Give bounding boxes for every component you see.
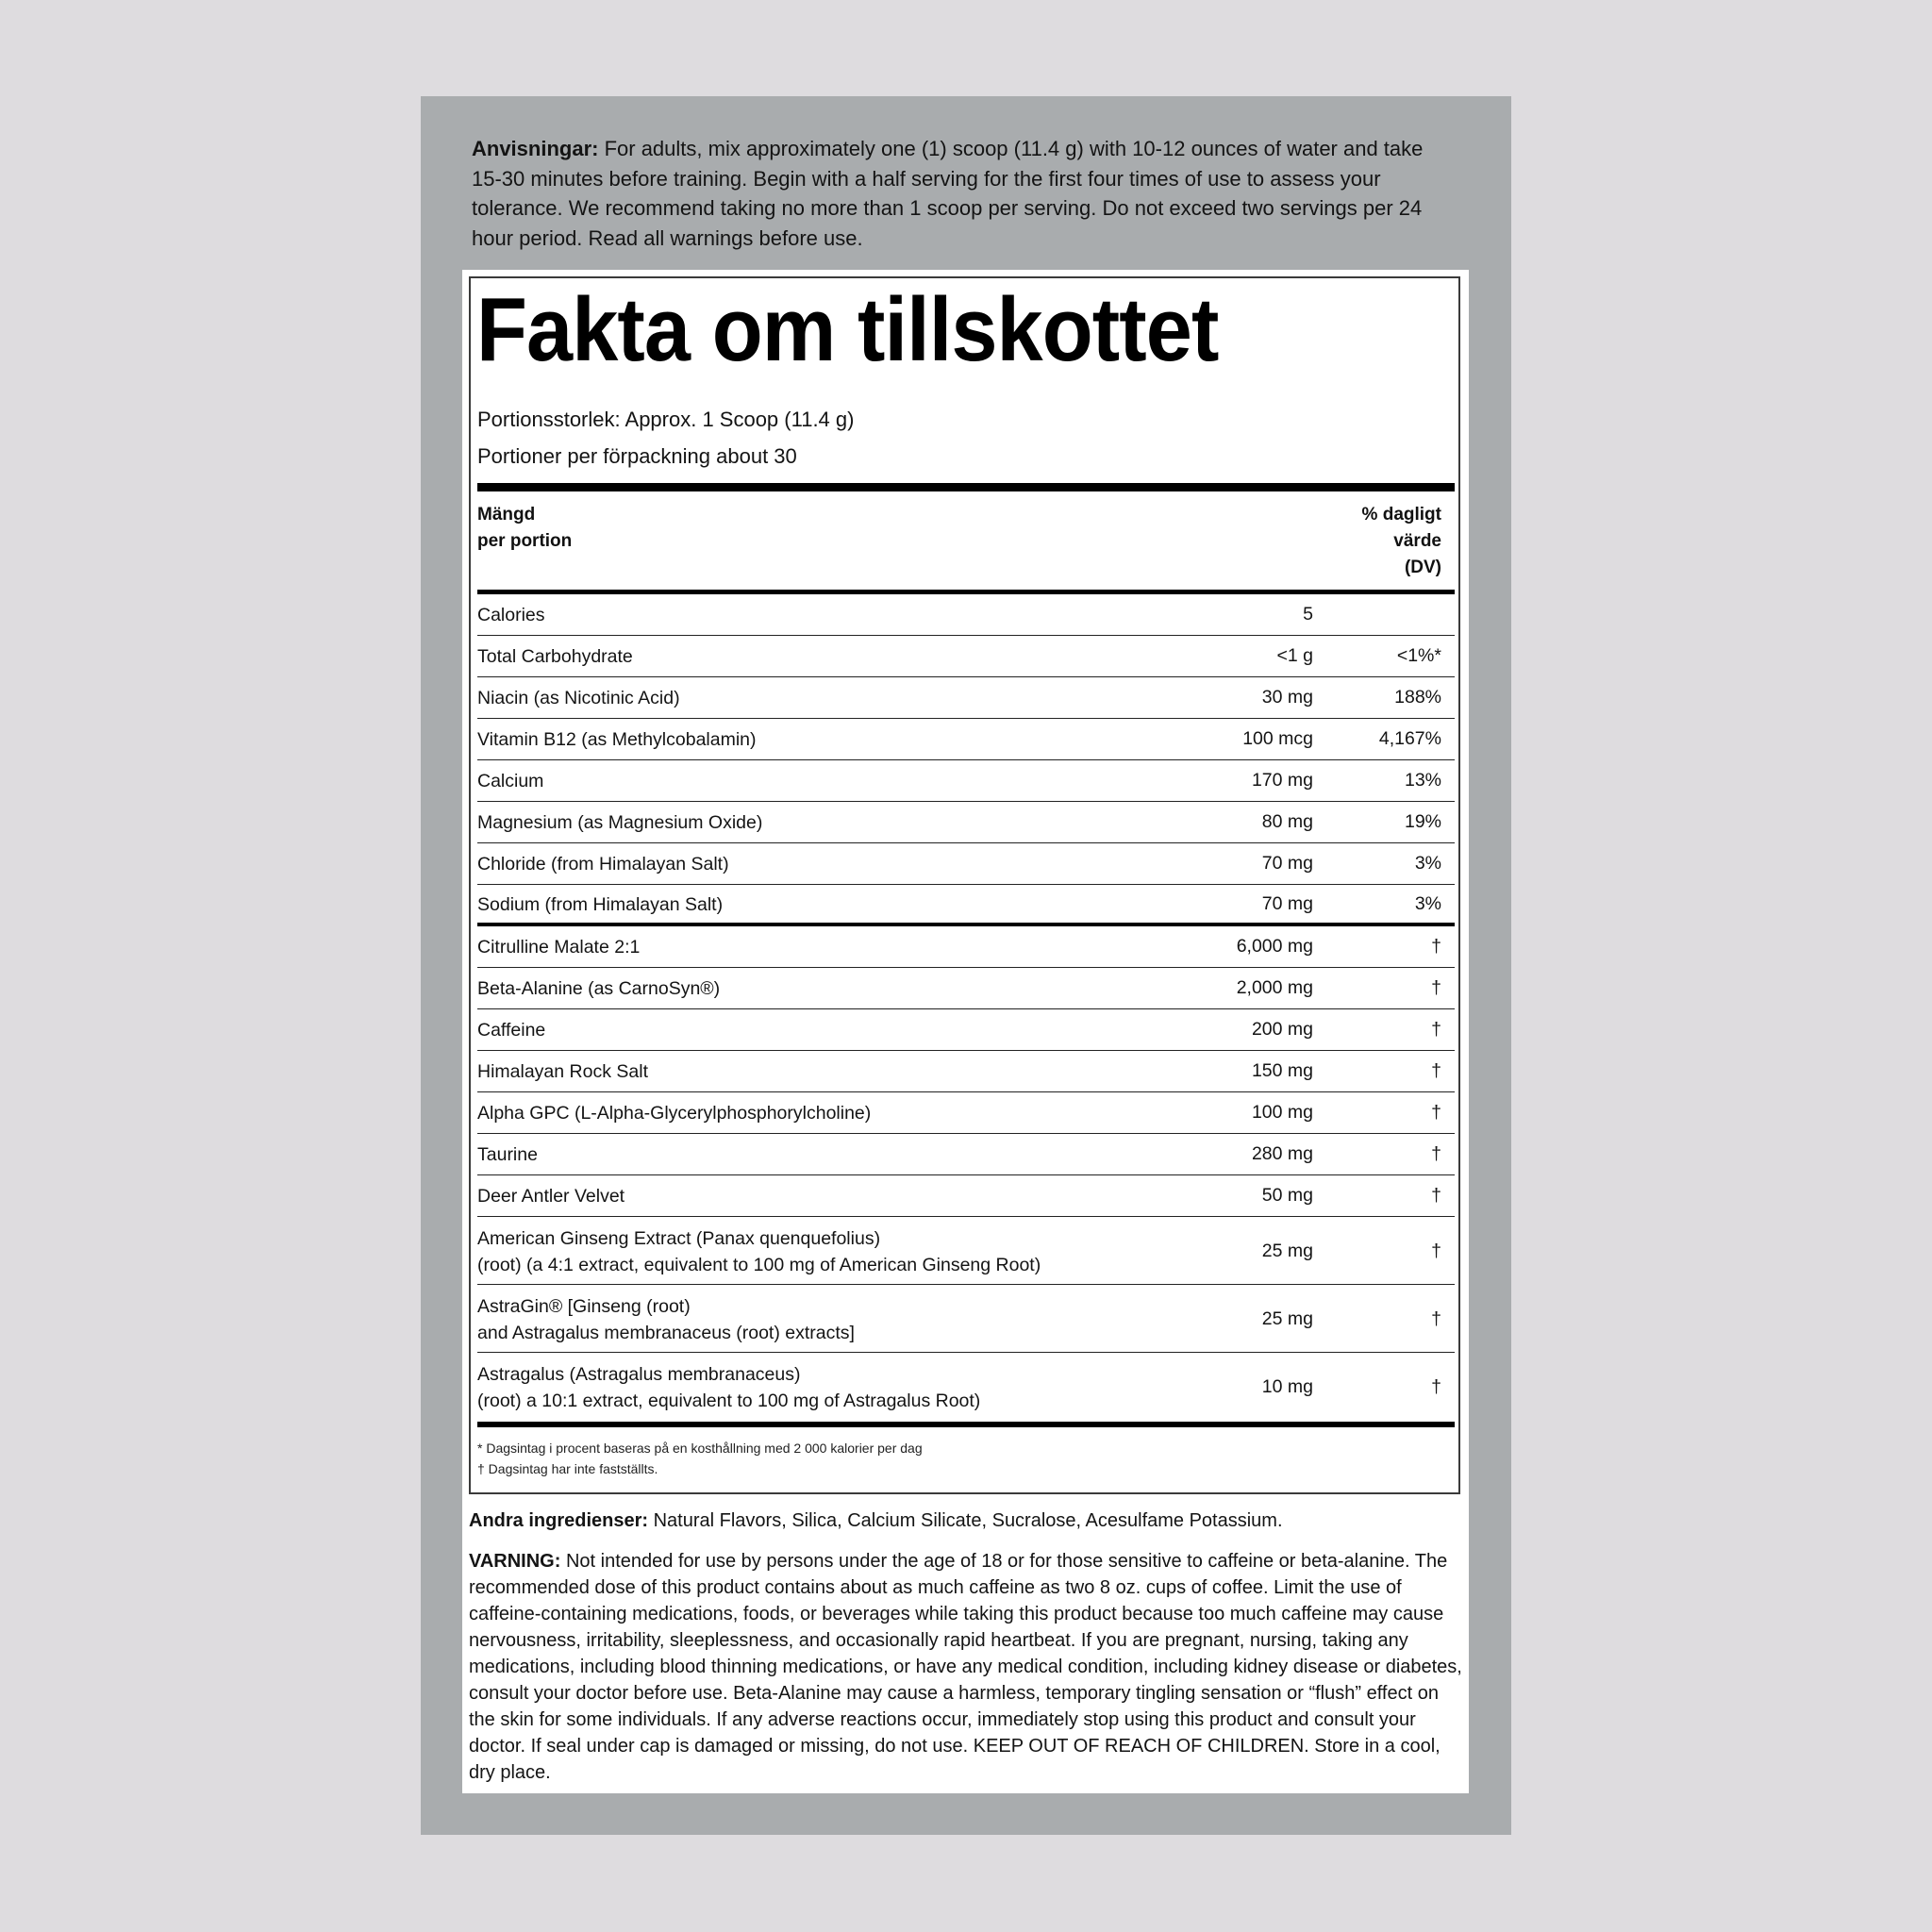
nutrient-name: Sodium (from Himalayan Salt) xyxy=(477,893,724,915)
nutrient-name: Chloride (from Himalayan Salt) xyxy=(477,854,729,874)
ingredient-dv: † xyxy=(1431,1240,1441,1261)
ingredient-name-line1: American Ginseng Extract (Panax quenquefolius) xyxy=(477,1227,881,1249)
ingredient-dv: † xyxy=(1431,1307,1441,1329)
directions-label: Anvisningar: xyxy=(472,137,599,160)
table-row xyxy=(477,594,1455,636)
ingredient-amount: 25 mg xyxy=(1261,1240,1313,1261)
nutrient-dv: 13% xyxy=(1404,770,1441,791)
ingredient-name: Deer Antler Velvet xyxy=(477,1186,625,1207)
ingredient-name: Beta-Alanine (as CarnoSyn®) xyxy=(477,978,721,999)
ingredient-dv: † xyxy=(1431,1376,1441,1397)
directions-body: For adults, mix approximately one (1) scoop (11.4 g) with 10-12 ounces of water and take 15-30 minutes before training. Begin with a half serving for the first four times of use to assess your tolerance. We recommend taking no more than 1 scoop per serving. Do not exceed two servings per 24 hour period. Read all warnings before use. xyxy=(472,137,1424,250)
ingredient-dv: † xyxy=(1431,1102,1441,1123)
ingredient-name: Himalayan Rock Salt xyxy=(477,1061,648,1082)
nutrient-table xyxy=(477,594,1455,1421)
ingredient-name: Citrulline Malate 2:1 xyxy=(477,937,641,958)
ingredient-name xyxy=(477,1359,1124,1414)
directions-text xyxy=(472,134,1453,253)
ingredient-amount: 6,000 mg xyxy=(1236,936,1313,957)
ingredient-amount: 100 mg xyxy=(1251,1102,1313,1123)
nutrient-dv: 19% xyxy=(1404,811,1441,832)
nutrient-amount: <1 g xyxy=(1276,645,1313,666)
ingredient-dv: † xyxy=(1431,1143,1441,1164)
table-row xyxy=(477,926,1455,968)
ingredient-name: Caffeine xyxy=(477,1020,546,1041)
nutrient-dv: 3% xyxy=(1414,853,1441,874)
ingredient-name-line2: (root) (a 4:1 extract, equivalent to 100 mg of American Ginseng Root) xyxy=(477,1254,1041,1275)
table-row xyxy=(477,1134,1455,1175)
table-row xyxy=(477,1175,1455,1217)
nutrient-name: Calcium xyxy=(477,771,544,791)
nutrient-dv: 3% xyxy=(1414,892,1441,914)
table-row xyxy=(477,802,1455,843)
ingredient-dv: † xyxy=(1431,977,1441,998)
nutrient-amount: 70 mg xyxy=(1261,853,1313,874)
nutrient-name: Vitamin B12 (as Methylcobalamin) xyxy=(477,729,757,750)
ingredient-amount: 10 mg xyxy=(1261,1376,1313,1397)
nutrient-name: Total Carbohydrate xyxy=(477,646,633,667)
table-row xyxy=(477,968,1455,1009)
warning-text xyxy=(469,1548,1467,1786)
ingredient-amount: 280 mg xyxy=(1251,1143,1313,1164)
dv-header-line1: % dagligt xyxy=(1361,505,1441,525)
footnotes xyxy=(477,1438,923,1479)
table-row xyxy=(477,885,1455,926)
ingredient-dv: † xyxy=(1431,1185,1441,1206)
nutrient-name: Magnesium (as Magnesium Oxide) xyxy=(477,812,763,833)
dv-header-line3: (DV) xyxy=(1404,558,1441,577)
table-row xyxy=(477,1051,1455,1092)
table-row xyxy=(477,760,1455,802)
amount-per-serving-header xyxy=(477,502,572,555)
daily-value-header xyxy=(1302,502,1441,581)
servings-per-container: Portioner per förpackning about 30 xyxy=(477,444,797,468)
amount-header-line1: Mängd xyxy=(477,505,536,525)
amount-header-line2: per portion xyxy=(477,531,573,551)
footnote-daily-value: * Dagsintag i procent baseras på en kosthållning med 2 000 kalorier per dag xyxy=(477,1441,923,1456)
nutrient-amount: 100 mcg xyxy=(1242,728,1313,749)
table-row xyxy=(477,677,1455,719)
table-row xyxy=(477,1353,1455,1421)
table-row xyxy=(477,719,1455,760)
other-ingredients xyxy=(469,1507,1459,1534)
table-row xyxy=(477,636,1455,677)
nutrient-name: Calories xyxy=(477,605,545,625)
ingredient-amount: 50 mg xyxy=(1261,1185,1313,1206)
thick-rule-bottom xyxy=(477,1422,1455,1427)
nutrient-dv: 4,167% xyxy=(1378,728,1441,749)
table-row xyxy=(477,1092,1455,1134)
ingredient-name xyxy=(477,1224,1124,1278)
ingredient-dv: † xyxy=(1431,1019,1441,1040)
other-ingredients-label: Andra ingredienser: xyxy=(469,1510,649,1531)
nutrient-name: Niacin (as Nicotinic Acid) xyxy=(477,688,680,708)
table-row xyxy=(477,843,1455,885)
ingredient-name: Taurine xyxy=(477,1144,538,1165)
table-row xyxy=(477,1285,1455,1353)
ingredient-amount: 2,000 mg xyxy=(1236,977,1313,998)
dv-header-line2: värde xyxy=(1393,531,1441,551)
nutrient-dv: 188% xyxy=(1394,687,1441,708)
table-row xyxy=(477,1217,1455,1285)
warning-body: Not intended for use by persons under the age of 18 or for those sensitive to caffeine or beta-alanine. The recommended dose of this product contains about as much caffeine as two 8 oz. cups of coffee. Limit the use of caffeine-containing medications, foods, or beverages while taking this product because too much caffeine may cause nervousness, irritability, sleeplessness, and occasionally rapid heartbeat. If you are pregnant, nursing, taking any medications, including blood thinning medications, or have any medical condition, including kidney disease or diabetes, consult your doctor before use. Beta-Alanine may cause a harmless, temporary tingling sensation or “flush” effect on the skin for some individuals. If any adverse reactions occur, immediately stop using this product and consult your doctor. If seal under cap is damaged or missing, do not use. KEEP OUT OF REACH OF CHILDREN. Store in a cool, dry place. xyxy=(469,1551,1462,1783)
ingredient-name-line1: AstraGin® [Ginseng (root) xyxy=(477,1295,691,1317)
footnote-not-established: † Dagsintag har inte fastställts. xyxy=(477,1461,658,1476)
ingredient-amount: 200 mg xyxy=(1251,1019,1313,1040)
nutrient-amount: 170 mg xyxy=(1251,770,1313,791)
ingredient-name xyxy=(477,1291,1124,1346)
ingredient-amount: 150 mg xyxy=(1251,1060,1313,1081)
other-ingredients-text: Natural Flavors, Silica, Calcium Silicate, Sucralose, Acesulfame Potassium. xyxy=(648,1510,1283,1531)
nutrient-amount: 5 xyxy=(1303,604,1313,625)
nutrient-dv: <1%* xyxy=(1396,645,1441,666)
table-row xyxy=(477,1009,1455,1051)
ingredient-amount: 25 mg xyxy=(1261,1307,1313,1329)
ingredient-name-line2: and Astragalus membranaceus (root) extracts] xyxy=(477,1322,855,1343)
nutrient-amount: 80 mg xyxy=(1261,811,1313,832)
thick-rule-top xyxy=(477,483,1455,491)
facts-title: Fakta om tillskottet xyxy=(476,279,1219,380)
nutrient-amount: 70 mg xyxy=(1261,892,1313,914)
nutrient-amount: 30 mg xyxy=(1261,687,1313,708)
warning-label: VARNING: xyxy=(469,1551,561,1572)
ingredient-name-line2: (root) a 10:1 extract, equivalent to 100 mg of Astragalus Root) xyxy=(477,1391,981,1411)
ingredient-name: Alpha GPC (L-Alpha-Glycerylphosphorylcholine) xyxy=(477,1103,872,1124)
serving-size: Portionsstorlek: Approx. 1 Scoop (11.4 g) xyxy=(477,408,855,431)
ingredient-dv: † xyxy=(1431,1060,1441,1081)
ingredient-name-line1: Astragalus (Astragalus membranaceus) xyxy=(477,1364,801,1385)
ingredient-dv: † xyxy=(1431,936,1441,957)
